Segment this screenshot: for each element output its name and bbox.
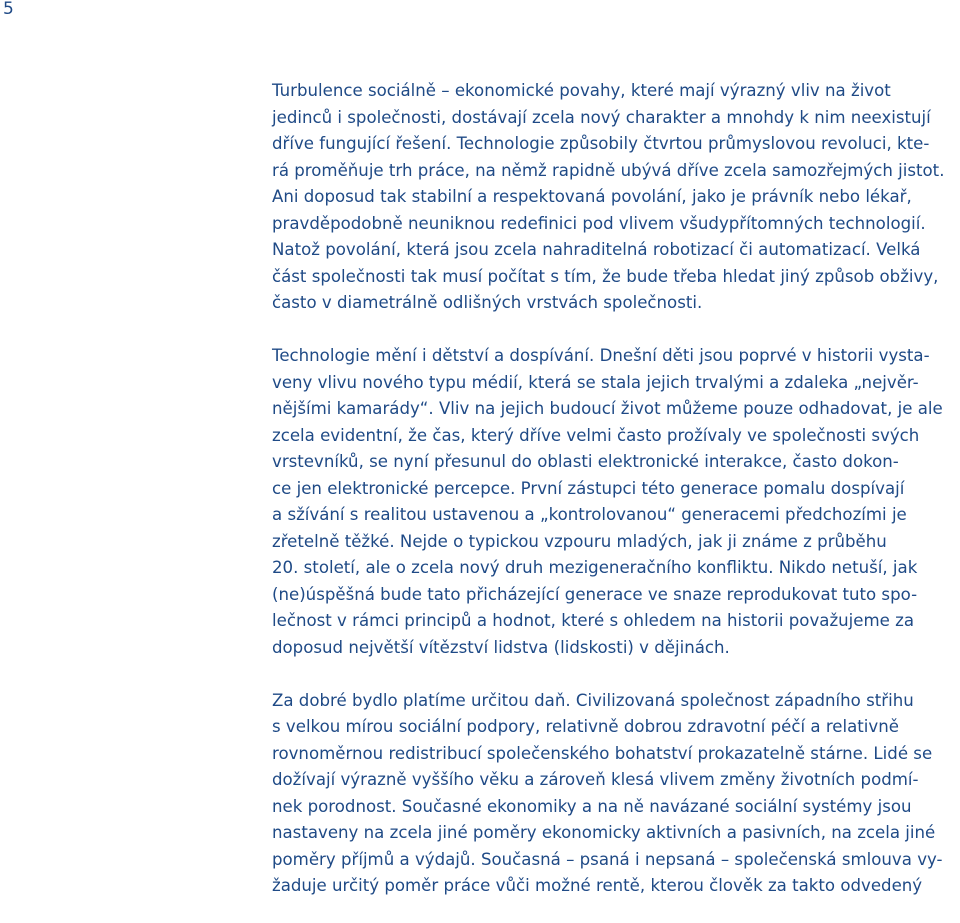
text-line: jedinců i společnosti, dostávají zcela nový charakter a mnohdy k nim neexistují <box>272 107 931 127</box>
text-line: zřetelně těžké. Nejde o typickou vzpouru mladých, jak ji známe z průběhu <box>272 531 887 551</box>
text-line: pravděpodobně neuniknou redefinici pod vlivem všudypřítomných technologií. <box>272 213 926 233</box>
text-line: Ani doposud tak stabilní a respektovaná povolání, jako je právník nebo lékař, <box>272 187 912 206</box>
text-line: nějšími kamarády“. Vliv na jejich budoucí život můžeme pouze odhadovat, je ale <box>272 399 943 418</box>
text-line: zcela evidentní, že čas, který dříve velmi často prožívaly ve společnosti svých <box>272 425 920 445</box>
text-line: 20. století, ale o zcela nový druh mezigeneračního konfliktu. Nikdo netuší, jak <box>272 558 918 577</box>
text-line: Natož povolání, která jsou zcela nahraditelná robotizací či automatizací. Velká <box>272 240 921 259</box>
text-line: vrstevníků, se nyní přesunul do oblasti elektronické interakce, často dokon- <box>272 452 899 471</box>
paragraph <box>272 78 954 317</box>
paragraph <box>272 343 954 661</box>
text-line: ce jen elektronické percepce. První zástupci této generace pomalu dospívají <box>272 478 905 498</box>
text-line: Technologie mění i dětství a dospívání. Dnešní děti jsou poprvé v historii vysta- <box>272 346 930 365</box>
text-line: rovnoměrnou redistribucí společenského bohatství prokazatelně stárne. Lidé se <box>272 743 933 763</box>
text-line: lečnost v rámci principů a hodnot, které s ohledem na historii považujeme za <box>272 611 915 630</box>
text-line: rá proměňuje trh práce, na němž rapidně ubývá dříve zcela samozřejmých jistot. <box>272 160 945 180</box>
text-line: a sžívání s realitou ustavenou a „kontrolovanou“ generacemi předchozími je <box>272 505 907 524</box>
page-number: 5 <box>3 0 14 19</box>
text-line: část společnosti tak musí počítat s tím, že bude třeba hledat jiný způsob obživy, <box>272 266 939 286</box>
text-line: nek porodnost. Současné ekonomiky a na ně navázané sociální systémy jsou <box>272 796 912 816</box>
text-line: žaduje určitý poměr práce vůči možné rentě, kterou člověk za takto odvedený <box>272 876 923 895</box>
body-text <box>272 78 954 900</box>
text-line: nastaveny na zcela jiné poměry ekonomicky aktivních a pasivních, na zcela jiné <box>272 823 936 842</box>
text-line: dožívají výrazně vyššího věku a zároveň klesá vlivem změny životních podmí- <box>272 770 919 789</box>
paragraph <box>272 688 954 900</box>
text-line: veny vlivu nového typu médií, která se stala jejich trvalými a zdaleka „nejvěr- <box>272 372 919 392</box>
text-line: často v diametrálně odlišných vrstvách společnosti. <box>272 293 703 312</box>
text-line: Turbulence sociálně – ekonomické povahy, které mají výrazný vliv na život <box>272 81 891 100</box>
text-line: s velkou mírou sociální podpory, relativně dobrou zdravotní péčí a relativně <box>272 717 899 736</box>
text-line: (ne)úspěšná bude tato přicházející generace ve snaze reprodukovat tuto spo- <box>272 584 918 604</box>
text-line: doposud největší vítězství lidstva (lidskosti) v dějinách. <box>272 637 730 657</box>
text-line: poměry příjmů a výdajů. Současná – psaná i nepsaná – společenská smlouva vy- <box>272 849 943 869</box>
text-line: dříve fungující řešení. Technologie způsobily čtvrtou průmyslovou revoluci, kte- <box>272 134 930 153</box>
text-line: Za dobré bydlo platíme určitou daň. Civilizovaná společnost západního střihu <box>272 690 914 710</box>
